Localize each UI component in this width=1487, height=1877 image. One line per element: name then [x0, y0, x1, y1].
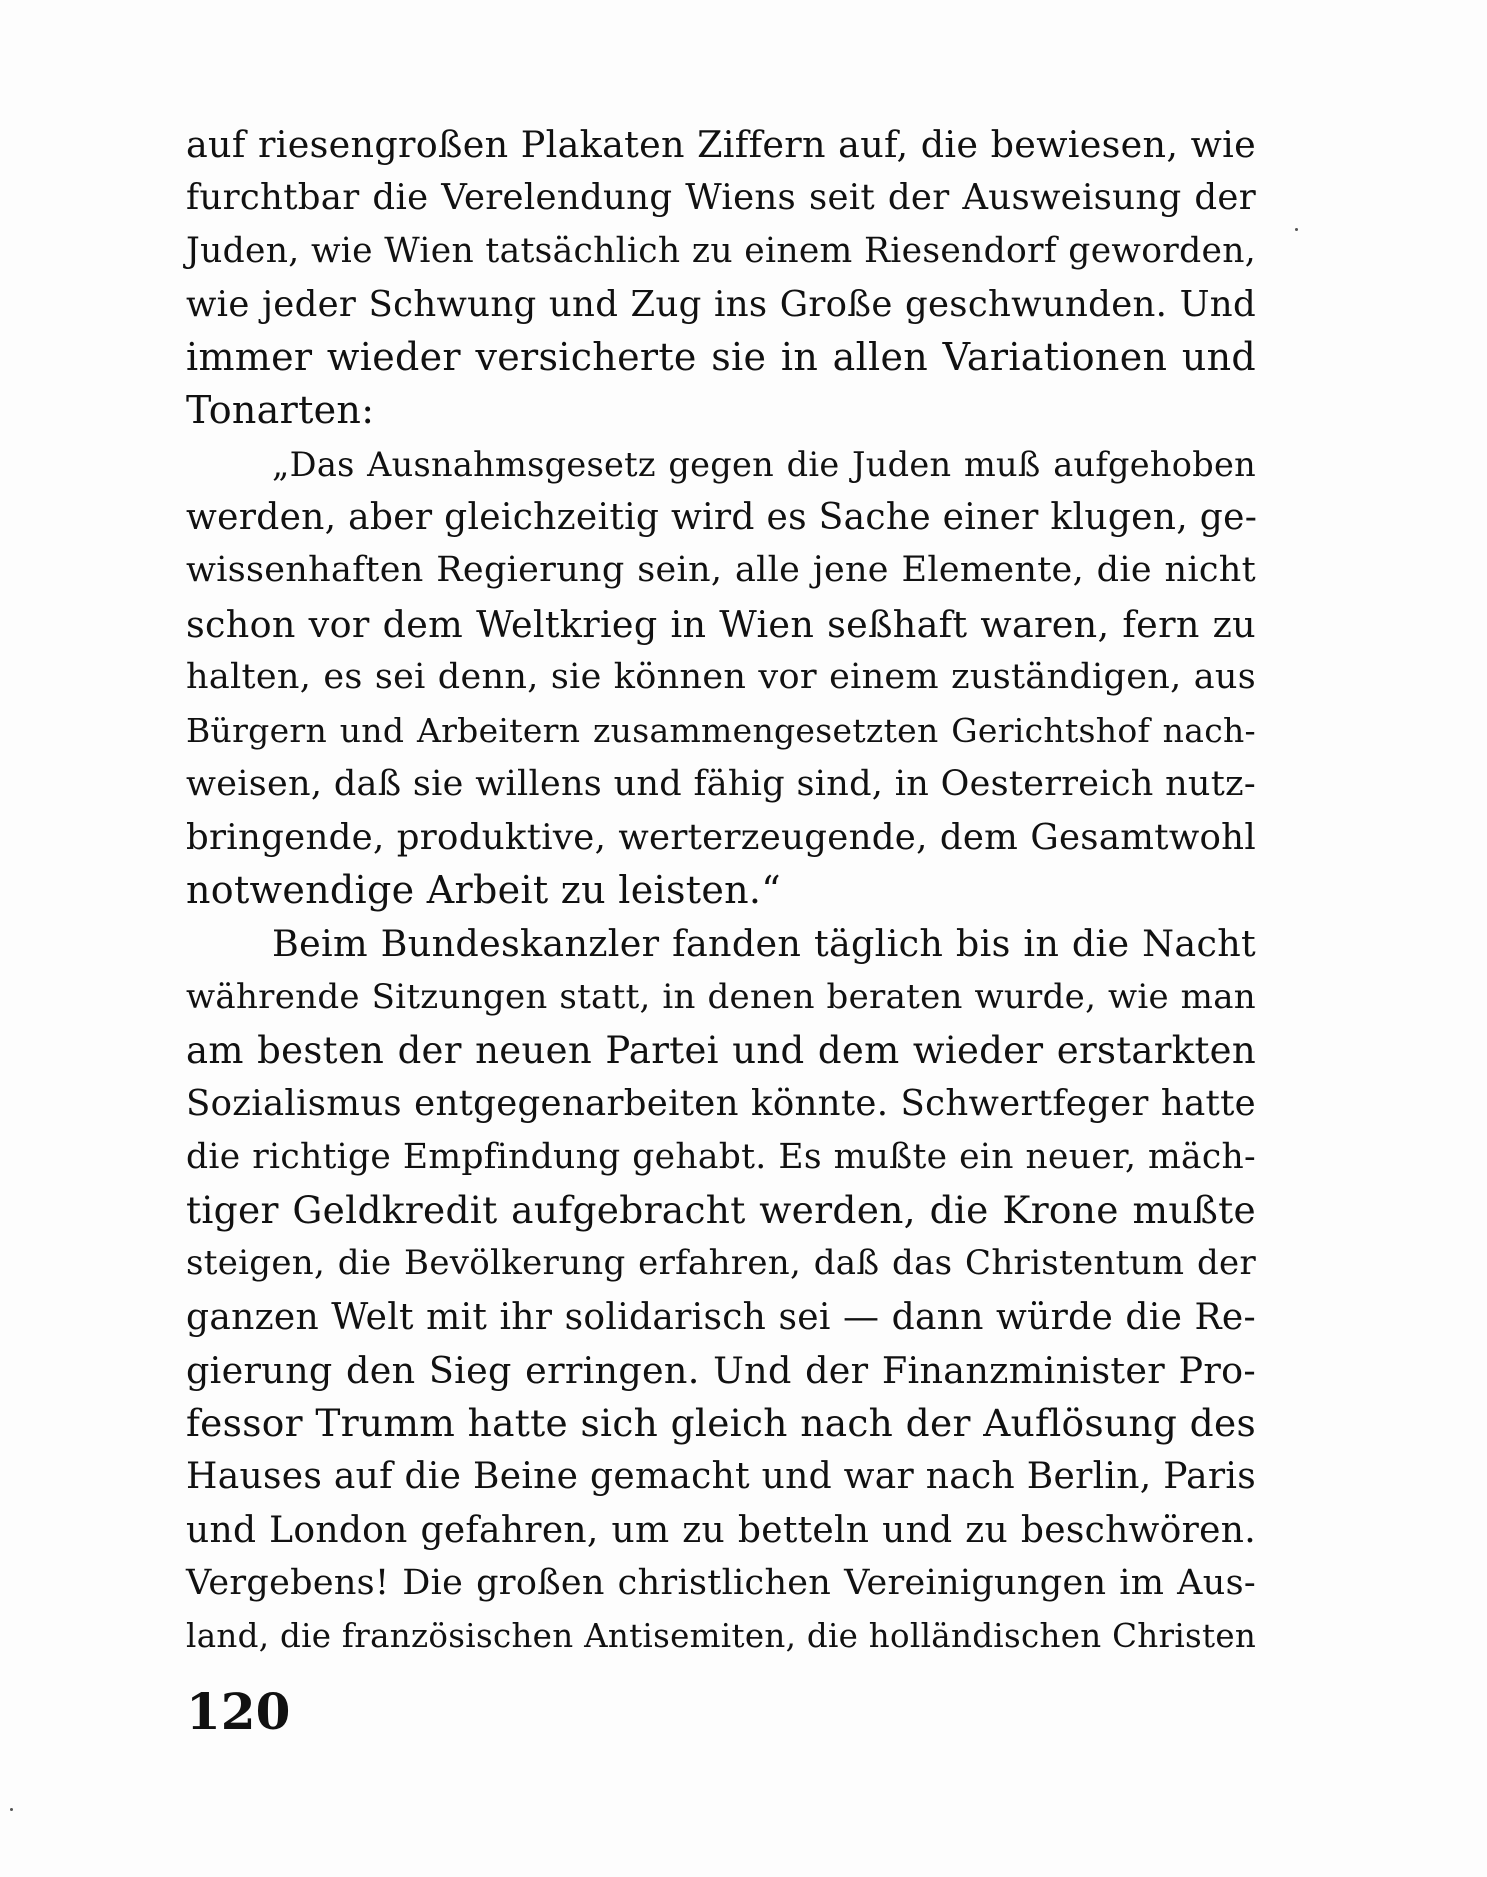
text-line: fessor Trumm hatte sich gleich nach der Auflösung des	[186, 1401, 1256, 1446]
text-line: weisen, daß sie willens und fähig sind, in Oesterreich nutz-	[186, 763, 1256, 804]
text-line: wissenhaften Regierung sein, alle jene Elemente, die nicht	[186, 550, 1256, 591]
text-line: wie jeder Schwung und Zug ins Große geschwunden. Und	[186, 283, 1256, 325]
text-line: Sozialismus entgegenarbeiten könnte. Schwertfeger hatte	[186, 1083, 1256, 1125]
text-line: bringende, produktive, werterzeugende, dem Gesamtwohl	[186, 816, 1256, 858]
text-line: steigen, die Bevölkerung erfahren, daß das Christentum der	[186, 1243, 1256, 1284]
text-line: notwendige Arbeit zu leisten.“	[186, 868, 782, 913]
text-line: ganzen Welt mit ihr solidarisch sei — dann würde die Re-	[186, 1296, 1256, 1338]
text-line: werden, aber gleichzeitig wird es Sache einer klugen, ge-	[186, 497, 1258, 539]
text-line: Bürgern und Arbeitern zusammengesetzten Gerichtshof nach-	[186, 711, 1256, 751]
text-line: die richtige Empfindung gehabt. Es mußte ein neuer, mäch-	[186, 1136, 1256, 1177]
text-line: auf riesengroßen Plakaten Ziffern auf, die bewiesen, wie	[186, 123, 1256, 166]
text-line: land, die französischen Antisemiten, die holländischen Christen	[186, 1617, 1257, 1656]
text-line: immer wieder versicherte sie in allen Variationen und	[186, 335, 1256, 380]
text-line: tiger Geldkredit aufgebracht werden, die Krone mußte	[186, 1187, 1256, 1232]
text-line: Hauses auf die Beine gemacht und war nach Berlin, Paris	[186, 1456, 1256, 1498]
text-line: Vergebens! Die großen christlichen Vereinigungen im Aus-	[186, 1563, 1256, 1604]
text-line: gierung den Sieg erringen. Und der Finanzminister Pro-	[186, 1348, 1256, 1392]
text-line: währende Sitzungen statt, in denen beraten wurde, wie man	[186, 976, 1256, 1017]
text-line: „Das Ausnahmsgesetz gegen die Juden muß aufgehoben	[272, 444, 1256, 484]
body-text	[186, 118, 1256, 1664]
text-line: furchtbar die Verelendung Wiens seit der Ausweisung der	[186, 177, 1256, 219]
text-line: schon vor dem Weltkrieg in Wien seßhaft waren, fern zu	[186, 602, 1256, 646]
text-line: halten, es sei denn, sie können vor einem zuständigen, aus	[186, 656, 1256, 697]
text-line: Juden, wie Wien tatsächlich zu einem Riesendorf geworden,	[186, 230, 1256, 271]
page-number: 120	[186, 1682, 291, 1741]
text-line: Beim Bundeskanzler fanden täglich bis in die Nacht	[272, 922, 1256, 966]
text-line: am besten der neuen Partei und dem wieder erstarkten	[186, 1029, 1256, 1073]
scan-speck	[10, 1808, 13, 1811]
scan-speck	[1295, 228, 1298, 231]
text-line: Tonarten:	[186, 388, 375, 433]
text-line: und London gefahren, um zu betteln und zu beschwören.	[186, 1509, 1256, 1551]
